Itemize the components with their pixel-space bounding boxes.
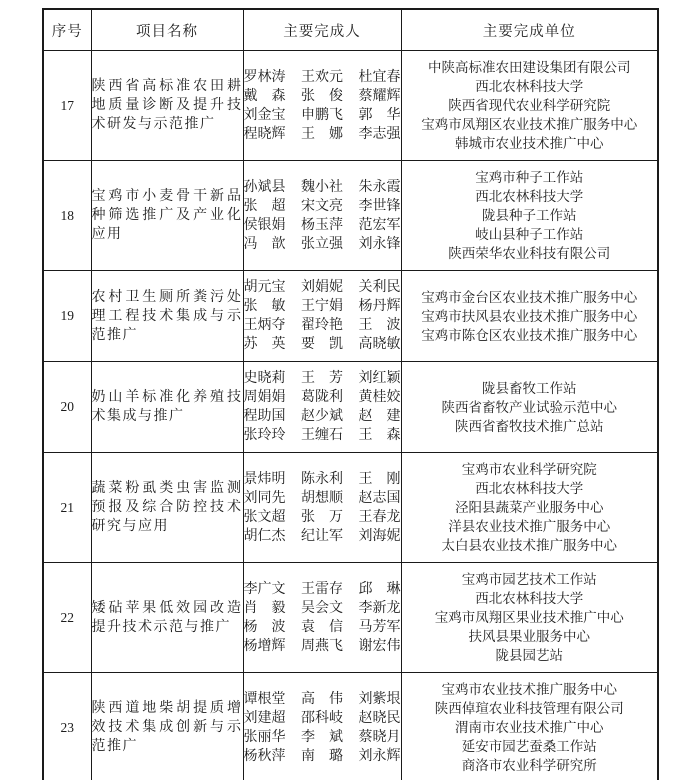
person-name: 周娟娟 (243, 390, 286, 405)
contributors-line (244, 235, 401, 254)
contributors-line (244, 178, 401, 197)
person-name: 高晓敏 (358, 337, 401, 352)
project-name: 陕西省高标准农田耕地质量诊断及提升技术研发与示范推广 (91, 51, 243, 161)
unit-name: 陕西省现代农业科学研究院 (448, 98, 611, 113)
contributors-cell (243, 362, 401, 453)
contributors-cell (243, 51, 401, 161)
person-name: 陈永利 (301, 471, 343, 487)
person-name: 张玲玲 (243, 428, 286, 443)
person-name: 张 超 (243, 198, 286, 214)
unit-name: 泾阳县蔬菜产业服务中心 (455, 500, 604, 515)
col-header-no: 序号 (43, 9, 91, 51)
units-cell (401, 51, 658, 161)
unit-name: 陕西省畜牧产业试验示范中心 (441, 399, 617, 415)
person-name: 王缠石 (301, 428, 343, 443)
contributors-line (244, 489, 401, 508)
person-name: 肖 毅 (243, 600, 286, 616)
contributors-line (244, 278, 401, 297)
table-row (43, 673, 658, 780)
person-name: 朱永霞 (358, 179, 401, 195)
row-number: 17 (43, 51, 91, 161)
person-name: 郭 华 (358, 107, 401, 123)
unit-name: 宝鸡市金台区农业技术推广服务中心 (421, 289, 638, 305)
contributors-cell (243, 161, 401, 271)
contributors-cell (243, 563, 401, 673)
contributors-line (244, 335, 401, 354)
person-name: 王宁娟 (301, 299, 343, 314)
person-name: 程助国 (243, 409, 286, 424)
person-name: 王 芳 (301, 371, 343, 386)
unit-name: 洋县农业技术推广服务中心 (448, 519, 611, 534)
unit-name: 岐山县种子工作站 (475, 227, 584, 242)
contributors-line (244, 580, 401, 599)
contributors-line (244, 618, 401, 637)
row-number: 21 (43, 453, 91, 563)
person-name: 刘金宝 (243, 107, 286, 123)
person-name: 赵 建 (358, 409, 401, 424)
person-name: 范宏军 (358, 217, 401, 233)
row-number: 20 (43, 362, 91, 453)
person-name: 翟玲艳 (301, 318, 343, 333)
person-name: 杨玉萍 (301, 217, 343, 233)
person-name: 赵少斌 (301, 409, 343, 424)
contributors-line (244, 197, 401, 216)
person-name: 宋文亮 (301, 198, 343, 214)
person-name: 谢宏伟 (358, 638, 401, 654)
person-name: 李新龙 (358, 600, 401, 616)
person-name: 李广文 (243, 581, 286, 597)
contributors-line (244, 599, 401, 618)
person-name: 王欢元 (301, 69, 343, 85)
person-name: 蔡晓月 (358, 729, 401, 745)
person-name: 谭根堂 (243, 691, 286, 707)
person-name: 胡仁杰 (243, 528, 286, 544)
person-name: 张丽华 (243, 729, 286, 745)
units-cell (401, 271, 658, 362)
table-row (43, 453, 658, 563)
contributors-line (244, 728, 401, 747)
contributors-line (244, 407, 401, 426)
person-name: 纪让军 (301, 528, 343, 544)
person-name: 南 璐 (301, 748, 343, 764)
person-name: 景炜明 (243, 471, 286, 487)
table-row (43, 563, 658, 673)
contributors-line (244, 216, 401, 235)
person-name: 李 斌 (301, 729, 343, 745)
row-number: 22 (43, 563, 91, 673)
person-name: 张立强 (301, 236, 343, 252)
contributors-cell (243, 673, 401, 780)
header-row (43, 9, 658, 51)
contributors-line (244, 87, 401, 106)
person-name: 张文超 (243, 509, 286, 525)
contributors-line (244, 316, 401, 335)
person-name: 戴 森 (243, 88, 286, 104)
project-name: 农村卫生厕所粪污处理工程技术集成与示范推广 (91, 271, 243, 362)
unit-name: 中陕高标准农田建设集团有限公司 (428, 60, 631, 75)
unit-name: 陇县畜牧工作站 (482, 380, 577, 396)
person-name: 邵科岐 (301, 710, 343, 726)
person-name: 魏小社 (301, 179, 343, 195)
person-name: 杨丹辉 (358, 299, 401, 314)
person-name: 葛陇利 (301, 390, 343, 405)
person-name: 王 森 (358, 428, 401, 443)
unit-name: 陇县种子工作站 (482, 208, 577, 223)
awards-table (42, 8, 659, 780)
contributors-line (244, 388, 401, 407)
person-name: 王春龙 (358, 509, 401, 525)
unit-name: 宝鸡市农业科学研究院 (461, 462, 597, 477)
unit-name: 太白县农业技术推广服务中心 (441, 538, 617, 553)
unit-name: 渭南市农业技术推广中心 (455, 720, 604, 735)
units-cell (401, 161, 658, 271)
unit-name: 宝鸡市凤翔区农业技术推广服务中心 (421, 117, 638, 132)
person-name: 王 娜 (301, 126, 343, 142)
person-name: 关利民 (358, 280, 401, 295)
row-number: 18 (43, 161, 91, 271)
col-header-people: 主要完成人 (243, 9, 401, 51)
person-name: 胡想顺 (301, 490, 343, 506)
person-name: 杨 波 (243, 619, 286, 635)
contributors-line (244, 297, 401, 316)
project-name: 陕西道地柴胡提质增效技术集成创新与示范推广 (91, 673, 243, 780)
contributors-line (244, 747, 401, 766)
table-row (43, 51, 658, 161)
person-name: 胡元宝 (243, 280, 286, 295)
unit-name: 陕西倬瑄农业科技管理有限公司 (434, 701, 624, 716)
contributors-line (244, 470, 401, 489)
unit-name: 宝鸡市凤翔区果业技术推广中心 (434, 610, 624, 625)
person-name: 史晓莉 (243, 371, 286, 386)
col-header-units: 主要完成单位 (401, 9, 658, 51)
person-name: 张 敏 (243, 299, 286, 314)
person-name: 刘海妮 (358, 528, 401, 544)
unit-name: 宝鸡市园艺技术工作站 (461, 572, 597, 587)
person-name: 邱 琳 (358, 581, 401, 597)
person-name: 高 伟 (301, 691, 343, 707)
units-cell (401, 673, 658, 780)
person-name: 黄桂姣 (358, 390, 401, 405)
person-name: 侯银娟 (243, 217, 286, 233)
person-name: 蔡耀辉 (358, 88, 401, 104)
unit-name: 宝鸡市扶风县农业技术推广服务中心 (421, 308, 638, 324)
units-cell (401, 362, 658, 453)
contributors-line (244, 709, 401, 728)
person-name: 杜宜春 (358, 69, 401, 85)
contributors-line (244, 426, 401, 445)
row-number: 23 (43, 673, 91, 780)
units-cell (401, 453, 658, 563)
unit-name: 西北农林科技大学 (475, 481, 584, 496)
person-name: 程晓辉 (243, 126, 286, 142)
person-name: 马芳军 (358, 619, 401, 635)
unit-name: 宝鸡市农业技术推广服务中心 (441, 682, 617, 697)
units-cell (401, 563, 658, 673)
unit-name: 宝鸡市种子工作站 (475, 170, 584, 185)
contributors-line (244, 508, 401, 527)
person-name: 申鹏飞 (301, 107, 343, 123)
person-name: 刘同先 (243, 490, 286, 506)
unit-name: 西北农林科技大学 (475, 591, 584, 606)
project-name: 宝鸡市小麦骨干新品种筛选推广及产业化应用 (91, 161, 243, 271)
contributors-line (244, 527, 401, 546)
table-row (43, 161, 658, 271)
contributors-line (244, 637, 401, 656)
contributors-cell (243, 453, 401, 563)
contributors-line (244, 68, 401, 87)
person-name: 刘永锋 (358, 236, 401, 252)
person-name: 苏 英 (243, 337, 286, 352)
unit-name: 陕西省畜牧技术推广总站 (455, 418, 604, 434)
person-name: 杨秋萍 (243, 748, 286, 764)
table-body (43, 51, 658, 780)
unit-name: 西北农林科技大学 (475, 189, 584, 204)
unit-name: 陇县园艺站 (495, 648, 563, 663)
person-name: 刘红颖 (358, 371, 401, 386)
project-name: 矮砧苹果低效园改造提升技术示范与推广 (91, 563, 243, 673)
person-name: 刘永辉 (358, 748, 401, 764)
person-name: 吴会文 (301, 600, 343, 616)
person-name: 李世锋 (358, 198, 401, 214)
person-name: 周燕飞 (301, 638, 343, 654)
person-name: 王 波 (358, 318, 401, 333)
unit-name: 宝鸡市陈仓区农业技术推广服务中心 (421, 327, 638, 343)
project-name: 奶山羊标准化养殖技术集成与推广 (91, 362, 243, 453)
unit-name: 延安市园艺蚕桑工作站 (461, 739, 597, 754)
unit-name: 扶风县果业服务中心 (468, 629, 590, 644)
col-header-project: 项目名称 (91, 9, 243, 51)
unit-name: 西北农林科技大学 (475, 79, 584, 94)
unit-name: 韩城市农业技术推广中心 (455, 136, 604, 151)
person-name: 王雷存 (301, 581, 343, 597)
project-name: 蔬菜粉虱类虫害监测预报及综合防控技术研究与应用 (91, 453, 243, 563)
unit-name: 商洛市农业科学研究所 (461, 758, 597, 773)
person-name: 刘娟妮 (301, 280, 343, 295)
person-name: 袁 信 (301, 619, 343, 635)
person-name: 赵晓民 (358, 710, 401, 726)
person-name: 王 刚 (358, 471, 401, 487)
contributors-line (244, 690, 401, 709)
person-name: 杨增辉 (243, 638, 286, 654)
unit-name: 陕西荣华农业科技有限公司 (448, 246, 611, 261)
table-row (43, 271, 658, 362)
person-name: 冯 歆 (243, 236, 286, 252)
contributors-line (244, 369, 401, 388)
person-name: 张 俊 (301, 88, 343, 104)
person-name: 罗林涛 (243, 69, 286, 85)
person-name: 刘建超 (243, 710, 286, 726)
contributors-cell (243, 271, 401, 362)
table-row (43, 362, 658, 453)
person-name: 孙斌县 (243, 179, 286, 195)
person-name: 要 凯 (301, 337, 343, 352)
row-number: 19 (43, 271, 91, 362)
person-name: 张 万 (301, 509, 343, 525)
person-name: 李志强 (358, 126, 401, 142)
person-name: 王炳夺 (243, 318, 286, 333)
person-name: 刘紫垠 (358, 691, 401, 707)
contributors-line (244, 106, 401, 125)
contributors-line (244, 125, 401, 144)
person-name: 赵志国 (358, 490, 401, 506)
